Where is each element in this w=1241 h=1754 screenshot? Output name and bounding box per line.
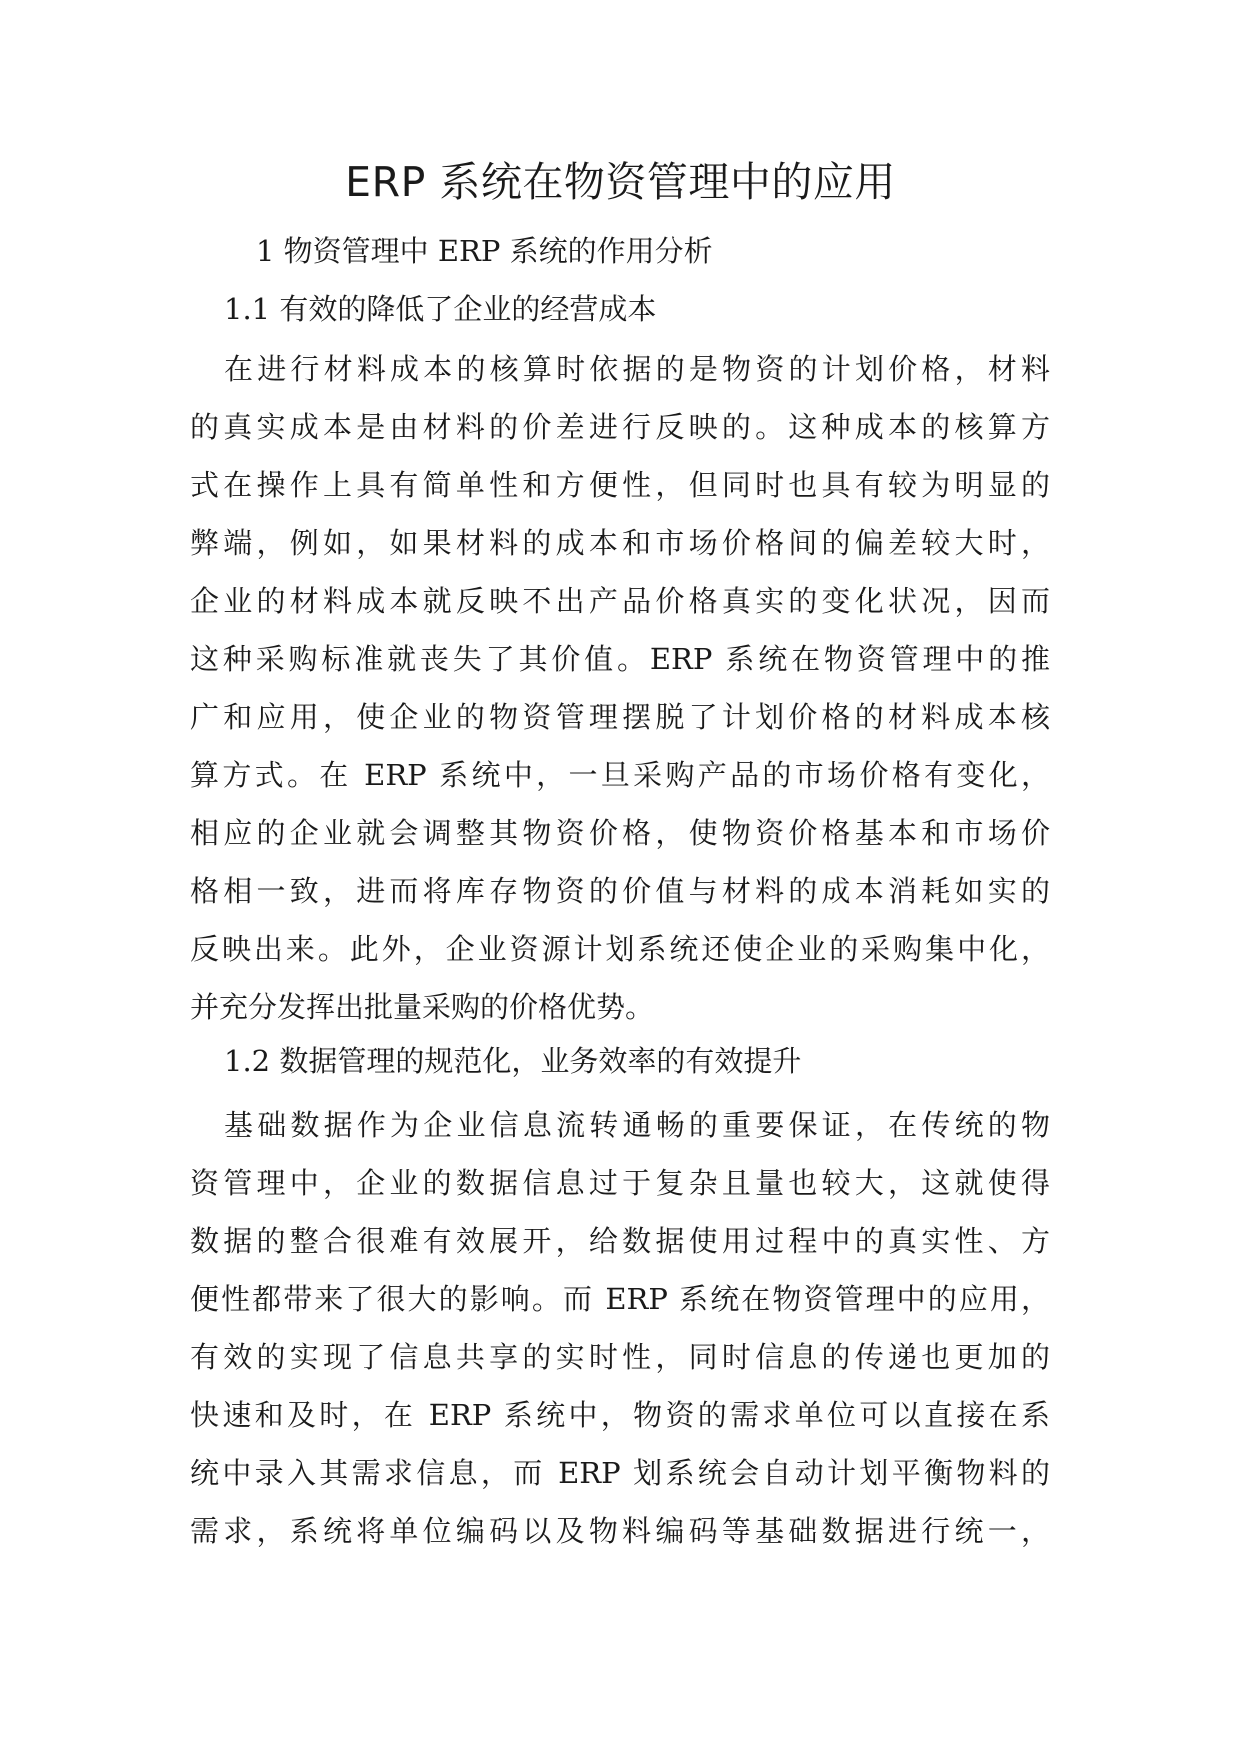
paragraph-line: 便性都带来了很大的影响。而 ERP 系统在物资管理中的应用，	[190, 1282, 1050, 1316]
paragraph-line: 弊端，例如，如果材料的成本和市场价格间的偏差较大时，	[190, 526, 1050, 560]
paragraph-line: 需求，系统将单位编码以及物料编码等基础数据进行统一，	[190, 1514, 1050, 1548]
paragraph-line: 广和应用，使企业的物资管理摆脱了计划价格的材料成本核	[190, 700, 1050, 734]
subsection-heading: 1.1 有效的降低了企业的经营成本	[224, 292, 657, 326]
paragraph-line: 式在操作上具有简单性和方便性，但同时也具有较为明显的	[190, 468, 1050, 502]
section-heading: 1 物资管理中 ERP 系统的作用分析	[256, 234, 713, 268]
paragraph-line: 快速和及时，在 ERP 系统中，物资的需求单位可以直接在系	[190, 1398, 1050, 1432]
paragraph-line: 相应的企业就会调整其物资价格，使物资价格基本和市场价	[190, 816, 1050, 850]
paragraph-line: 企业的材料成本就反映不出产品价格真实的变化状况，因而	[190, 584, 1050, 618]
paragraph-line: 的真实成本是由材料的价差进行反映的。这种成本的核算方	[190, 410, 1050, 444]
paragraph-line: 并充分发挥出批量采购的价格优势。	[190, 990, 655, 1024]
paragraph-line: 这种采购标准就丧失了其价值。ERP 系统在物资管理中的推	[190, 642, 1050, 676]
paragraph-line: 反映出来。此外，企业资源计划系统还使企业的采购集中化，	[190, 932, 1050, 966]
paragraph-line: 统中录入其需求信息，而 ERP 划系统会自动计划平衡物料的	[190, 1456, 1050, 1490]
paragraph-line: 格相一致，进而将库存物资的价值与材料的成本消耗如实的	[190, 874, 1050, 908]
paragraph-line: 数据的整合很难有效展开，给数据使用过程中的真实性、方	[190, 1224, 1050, 1258]
paragraph-line: 基础数据作为企业信息流转通畅的重要保证，在传统的物	[224, 1108, 1050, 1142]
paragraph-line: 资管理中，企业的数据信息过于复杂且量也较大，这就使得	[190, 1166, 1050, 1200]
paragraph-line: 有效的实现了信息共享的实时性，同时信息的传递也更加的	[190, 1340, 1050, 1374]
paragraph-line: 在进行材料成本的核算时依据的是物资的计划价格，材料	[224, 352, 1050, 386]
paragraph	[190, 1096, 1050, 1560]
paragraph	[190, 340, 1050, 1036]
subsection-heading: 1.2 数据管理的规范化，业务效率的有效提升	[224, 1044, 802, 1078]
paragraph-line: 算方式。在 ERP 系统中，一旦采购产品的市场价格有变化，	[190, 758, 1050, 792]
document-title: ERP 系统在物资管理中的应用	[345, 158, 896, 206]
